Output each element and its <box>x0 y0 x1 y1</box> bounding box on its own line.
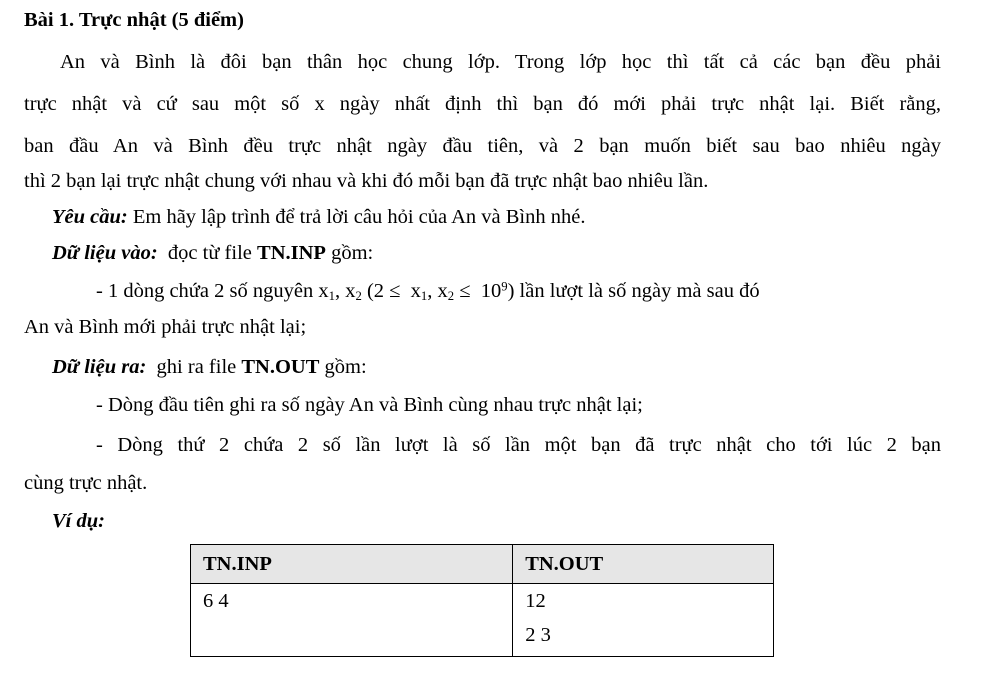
requirement-line <box>52 201 995 233</box>
intro-line-2: trực nhật và cứ sau một số x ngày nhất định thì bạn đó mới phải trực nhật lại. Biết rằng, <box>24 93 941 115</box>
example-heading <box>52 505 995 537</box>
input-label: Dữ liệu vào: <box>52 242 158 264</box>
example-table-header-row <box>191 545 774 584</box>
problem-title: Bài 1. Trực nhật (5 điểm) <box>24 9 244 31</box>
example-table <box>190 544 774 657</box>
example-header-output: TN.OUT <box>513 545 774 584</box>
example-input-cell <box>191 584 513 657</box>
input-description-line-2: An và Bình mới phải trực nhật lại; <box>24 316 307 338</box>
intro-line-3: ban đầu An và Bình đều trực nhật ngày đầu tiên, và 2 bạn muốn biết sau bao nhiêu ngày <box>24 135 941 157</box>
input-filename: TN.INP <box>257 242 326 264</box>
requirement-text: Em hãy lập trình để trả lời câu hỏi của An và Bình nhé. <box>127 206 586 228</box>
example-header-input: TN.INP <box>191 545 513 584</box>
example-output-line: 12 <box>525 590 546 612</box>
output-item-2-line-2: cùng trực nhật. <box>24 472 148 494</box>
output-label: Dữ liệu ra: <box>52 356 147 378</box>
example-output-line: 2 3 <box>525 624 551 646</box>
example-table-row <box>191 584 774 657</box>
requirement-label: Yêu cầu: <box>52 206 128 228</box>
input-heading: Dữ liệu vào: đọc từ file TN.INP gồm: <box>52 242 374 264</box>
example-input-line: 6 4 <box>203 590 229 612</box>
input-description: - 1 dòng chứa 2 số nguyên $x_1$, $x_2$ ($2 \le x_1$, $x_2 \le 10^9$) lần lượt là số ngày mà sau đó <box>96 279 760 304</box>
output-heading: Dữ liệu ra: ghi ra file TN.OUT gồm: <box>52 356 367 378</box>
output-item-1: - Dòng đầu tiên ghi ra số ngày An và Bình cùng nhau trực nhật lại; <box>96 394 643 416</box>
example-label: Ví dụ: <box>52 510 105 532</box>
output-filename: TN.OUT <box>241 356 320 378</box>
intro-line-1: An và Bình là đôi bạn thân học chung lớp. Trong lớp học thì tất cả các bạn đều phải <box>60 51 941 73</box>
intro-line-4: thì 2 bạn lại trực nhật chung với nhau và khi đó mỗi bạn đã trực nhật bao nhiêu lần. <box>24 170 709 192</box>
output-item-2-line-1: - Dòng thứ 2 chứa 2 số lần lượt là số lần một bạn đã trực nhật cho tới lúc 2 bạn <box>96 434 941 456</box>
example-output-cell <box>513 584 774 657</box>
